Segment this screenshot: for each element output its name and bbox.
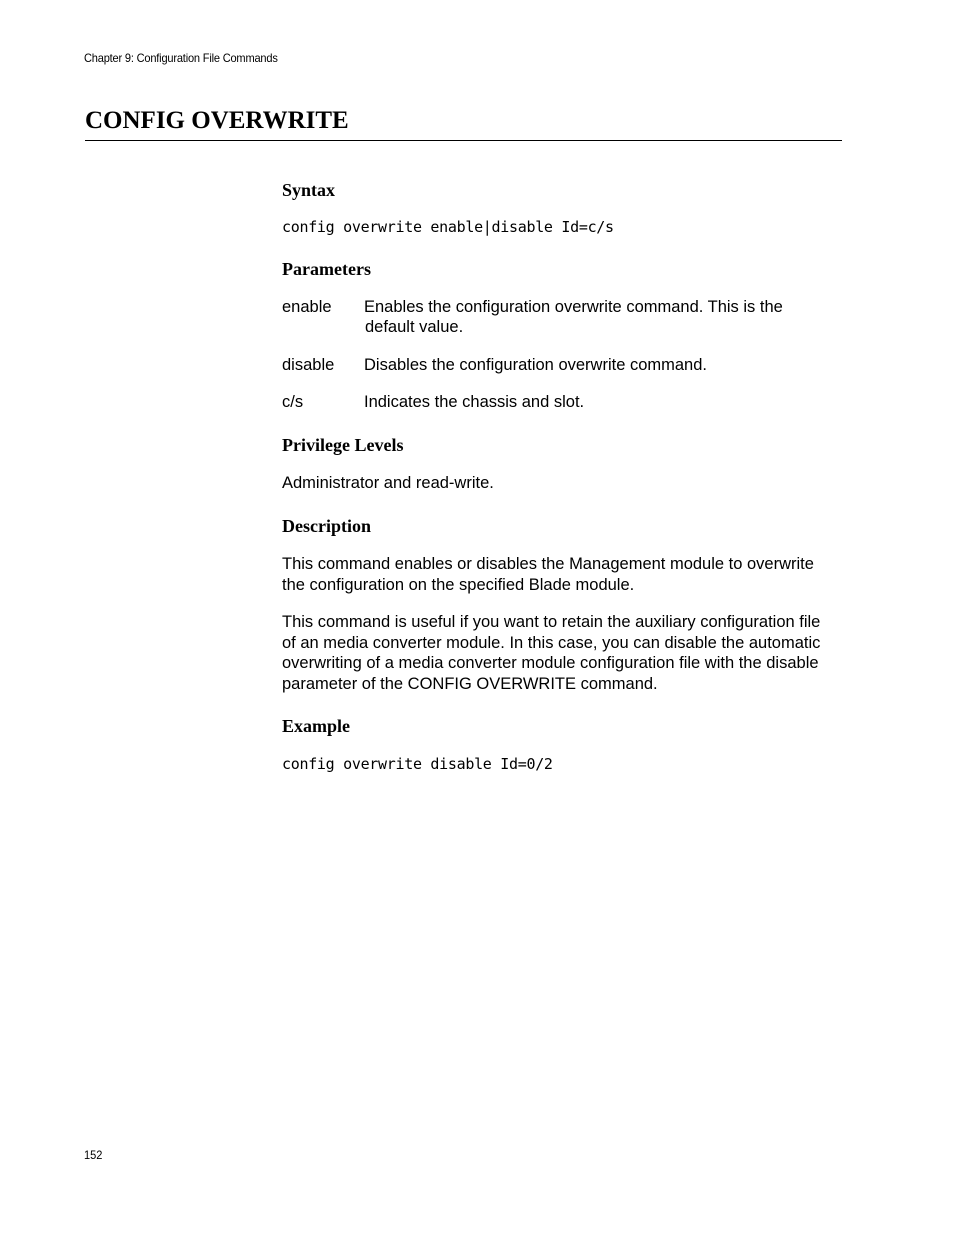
example-code: config overwrite disable Id=0/2 — [282, 755, 553, 773]
param-desc-enable-line1: Enables the configuration overwrite command. This is the — [364, 298, 783, 316]
description-p2-line: This command is useful if you want to retain the auxiliary configuration file — [282, 613, 821, 631]
running-header: Chapter 9: Configuration File Commands — [84, 51, 278, 65]
param-name-cs: c/s — [282, 393, 304, 411]
description-p1-line: the configuration on the specified Blade module. — [282, 575, 635, 594]
description-paragraph-2 — [282, 612, 842, 694]
parameters-heading: Parameters — [282, 259, 371, 279]
param-desc-enable-line2: default value. — [365, 318, 464, 336]
page-number: 152 — [84, 1148, 103, 1162]
example-heading: Example — [282, 716, 351, 736]
param-name-enable: enable — [282, 298, 332, 316]
description-p2-line: parameter of the CONFIG OVERWRITE command. — [282, 674, 658, 693]
privilege-heading: Privilege Levels — [282, 435, 404, 455]
param-desc-cs: Indicates the chassis and slot. — [364, 393, 585, 411]
description-p2-line: overwriting of a media converter module configuration file with the disable — [282, 654, 819, 672]
page-title: CONFIG OVERWRITE — [85, 107, 349, 134]
privilege-text: Administrator and read-write. — [282, 474, 494, 492]
title-rule — [85, 140, 842, 141]
description-heading: Description — [282, 516, 371, 536]
description-paragraph-1 — [282, 554, 842, 595]
syntax-heading: Syntax — [282, 180, 336, 200]
param-desc-enable — [364, 297, 834, 337]
description-p2-line: of an media converter module. In this case, you can disable the automatic — [282, 633, 821, 652]
syntax-code: config overwrite enable|disable Id=c/s — [282, 218, 614, 236]
param-name-disable: disable — [282, 356, 335, 374]
description-p1-line: This command enables or disables the Management module to overwrite — [282, 555, 814, 573]
param-desc-disable: Disables the configuration overwrite command. — [364, 356, 707, 374]
